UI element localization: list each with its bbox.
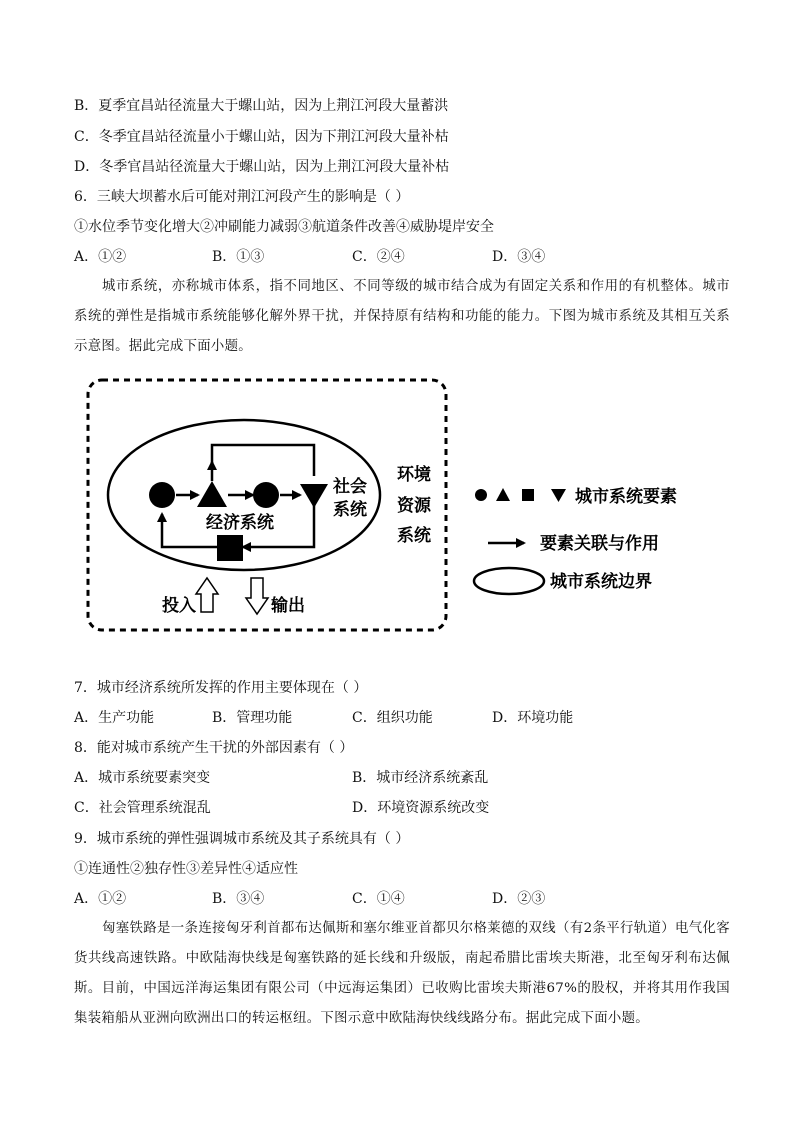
q6-option-a: A．①② bbox=[74, 249, 127, 265]
q5-option-d: D．冬季官昌站径流量大于螺山站，因为上荆江河段大量补枯 bbox=[74, 159, 450, 175]
city-boundary-ellipse bbox=[108, 420, 380, 570]
q9-option-d: D．②③ bbox=[492, 891, 546, 907]
q9-stem: 9．城市系统的弹性强调城市系统及其子系统具有（ ） bbox=[74, 831, 410, 847]
q8-option-c: C．社会管理系统混乱 bbox=[74, 800, 211, 816]
q6-statements: ①水位季节变化增大②冲刷能力减弱③航道条件改善④威胁堤岸安全 bbox=[74, 219, 494, 235]
legend-triangle-icon bbox=[496, 488, 510, 501]
element-circle-right bbox=[253, 482, 279, 508]
output-label: 输出 bbox=[271, 596, 305, 616]
q8-option-a: A．城市系统要素突变 bbox=[74, 770, 211, 786]
social-system-label-2: 系统 bbox=[333, 500, 367, 520]
q9-option-b: B．③④ bbox=[212, 891, 265, 907]
q5-option-c: C．冬季宜昌站径流量小于螺山站，因为下荆江河段大量补枯 bbox=[74, 129, 449, 145]
legend-inverted-triangle-icon bbox=[551, 489, 566, 502]
arrow-to-left-circle bbox=[162, 514, 217, 547]
legend-circle-icon bbox=[475, 489, 487, 501]
arrow-to-square bbox=[243, 503, 314, 547]
q7-option-d: D．环境功能 bbox=[492, 710, 574, 726]
q5-option-b: B．夏季宜昌站径流量大于螺山站，因为上荆江河段大量蓄洪 bbox=[74, 98, 449, 114]
q6-option-c: C．②④ bbox=[352, 249, 405, 265]
q6-stem: 6．三峡大坝蓄水后可能对荆江河段产生的影响是（ ） bbox=[74, 189, 410, 205]
input-label: 投入 bbox=[162, 596, 196, 616]
legend-arrow-label: 要素关联与作用 bbox=[540, 534, 659, 554]
urban-intro-paragraph: 城市系统，亦称城市体系，指不同地区、不同等级的城市结合成为有固定关系和作用的有机整体。城市系统的弹性是指城市系统能够化解外界干扰，并保持原有结构和功能的能力。下图为城市系统及其相互关系示意图。据此完成下面小题。 bbox=[74, 279, 730, 354]
environment-label-1: 环境 bbox=[397, 465, 431, 485]
element-circle-left bbox=[149, 482, 175, 508]
top-loop-line bbox=[212, 445, 314, 481]
output-arrow-icon bbox=[246, 578, 268, 614]
element-square bbox=[217, 535, 243, 561]
economic-system-label: 经济系统 bbox=[206, 513, 274, 533]
environment-boundary bbox=[88, 380, 446, 630]
legend-square-icon bbox=[522, 489, 534, 501]
q7-option-b: B．管理功能 bbox=[212, 710, 293, 726]
legend-boundary-label: 城市系统边界 bbox=[550, 572, 652, 592]
railway-intro-paragraph: 匈塞铁路是一条连接匈牙利首都布达佩斯和塞尔维亚首都贝尔格莱德的双线（有2条平行轨道）电气化客货共线高速铁路。中欧陆海快线是匈塞铁路的延长线和升级版，南起希腊比雷埃夫斯港，北至匈牙利布达佩斯。目前，中国远洋海运集团有限公司（中远海运集团）已收购比雷埃夫斯港67%的股权，并将其用作我国集装箱船从亚洲向欧洲出口的转运枢纽。下图示意中欧陆海快线线路分布。据此完成下面小题。 bbox=[74, 921, 730, 1026]
q8-stem: 8．能对城市系统产生干扰的外部因素有（ ） bbox=[74, 740, 354, 756]
q8-option-b: B．城市经济系统紊乱 bbox=[352, 770, 489, 786]
environment-label-2: 资源 bbox=[397, 496, 431, 516]
q9-option-a: A．①② bbox=[74, 891, 127, 907]
q9-option-c: C．①④ bbox=[352, 891, 405, 907]
q7-option-a: A．生产功能 bbox=[74, 710, 155, 726]
q9-statements: ①连通性②独存性③差异性④适应性 bbox=[74, 861, 298, 877]
legend-elements-label: 城市系统要素 bbox=[575, 487, 677, 507]
legend-boundary-icon bbox=[474, 568, 544, 594]
environment-label-3: 系统 bbox=[397, 526, 431, 546]
q7-stem: 7．城市经济系统所发挥的作用主要体现在（ ） bbox=[74, 680, 368, 696]
input-arrow-icon bbox=[196, 578, 218, 612]
q7-option-c: C．组织功能 bbox=[352, 710, 433, 726]
q8-option-d: D．环境资源系统改变 bbox=[352, 800, 490, 816]
element-triangle bbox=[197, 481, 227, 507]
q6-option-b: B．①③ bbox=[212, 249, 265, 265]
social-system-label-1: 社会 bbox=[333, 477, 367, 497]
element-inverted-triangle bbox=[300, 484, 328, 508]
q6-option-d: D．③④ bbox=[492, 249, 546, 265]
